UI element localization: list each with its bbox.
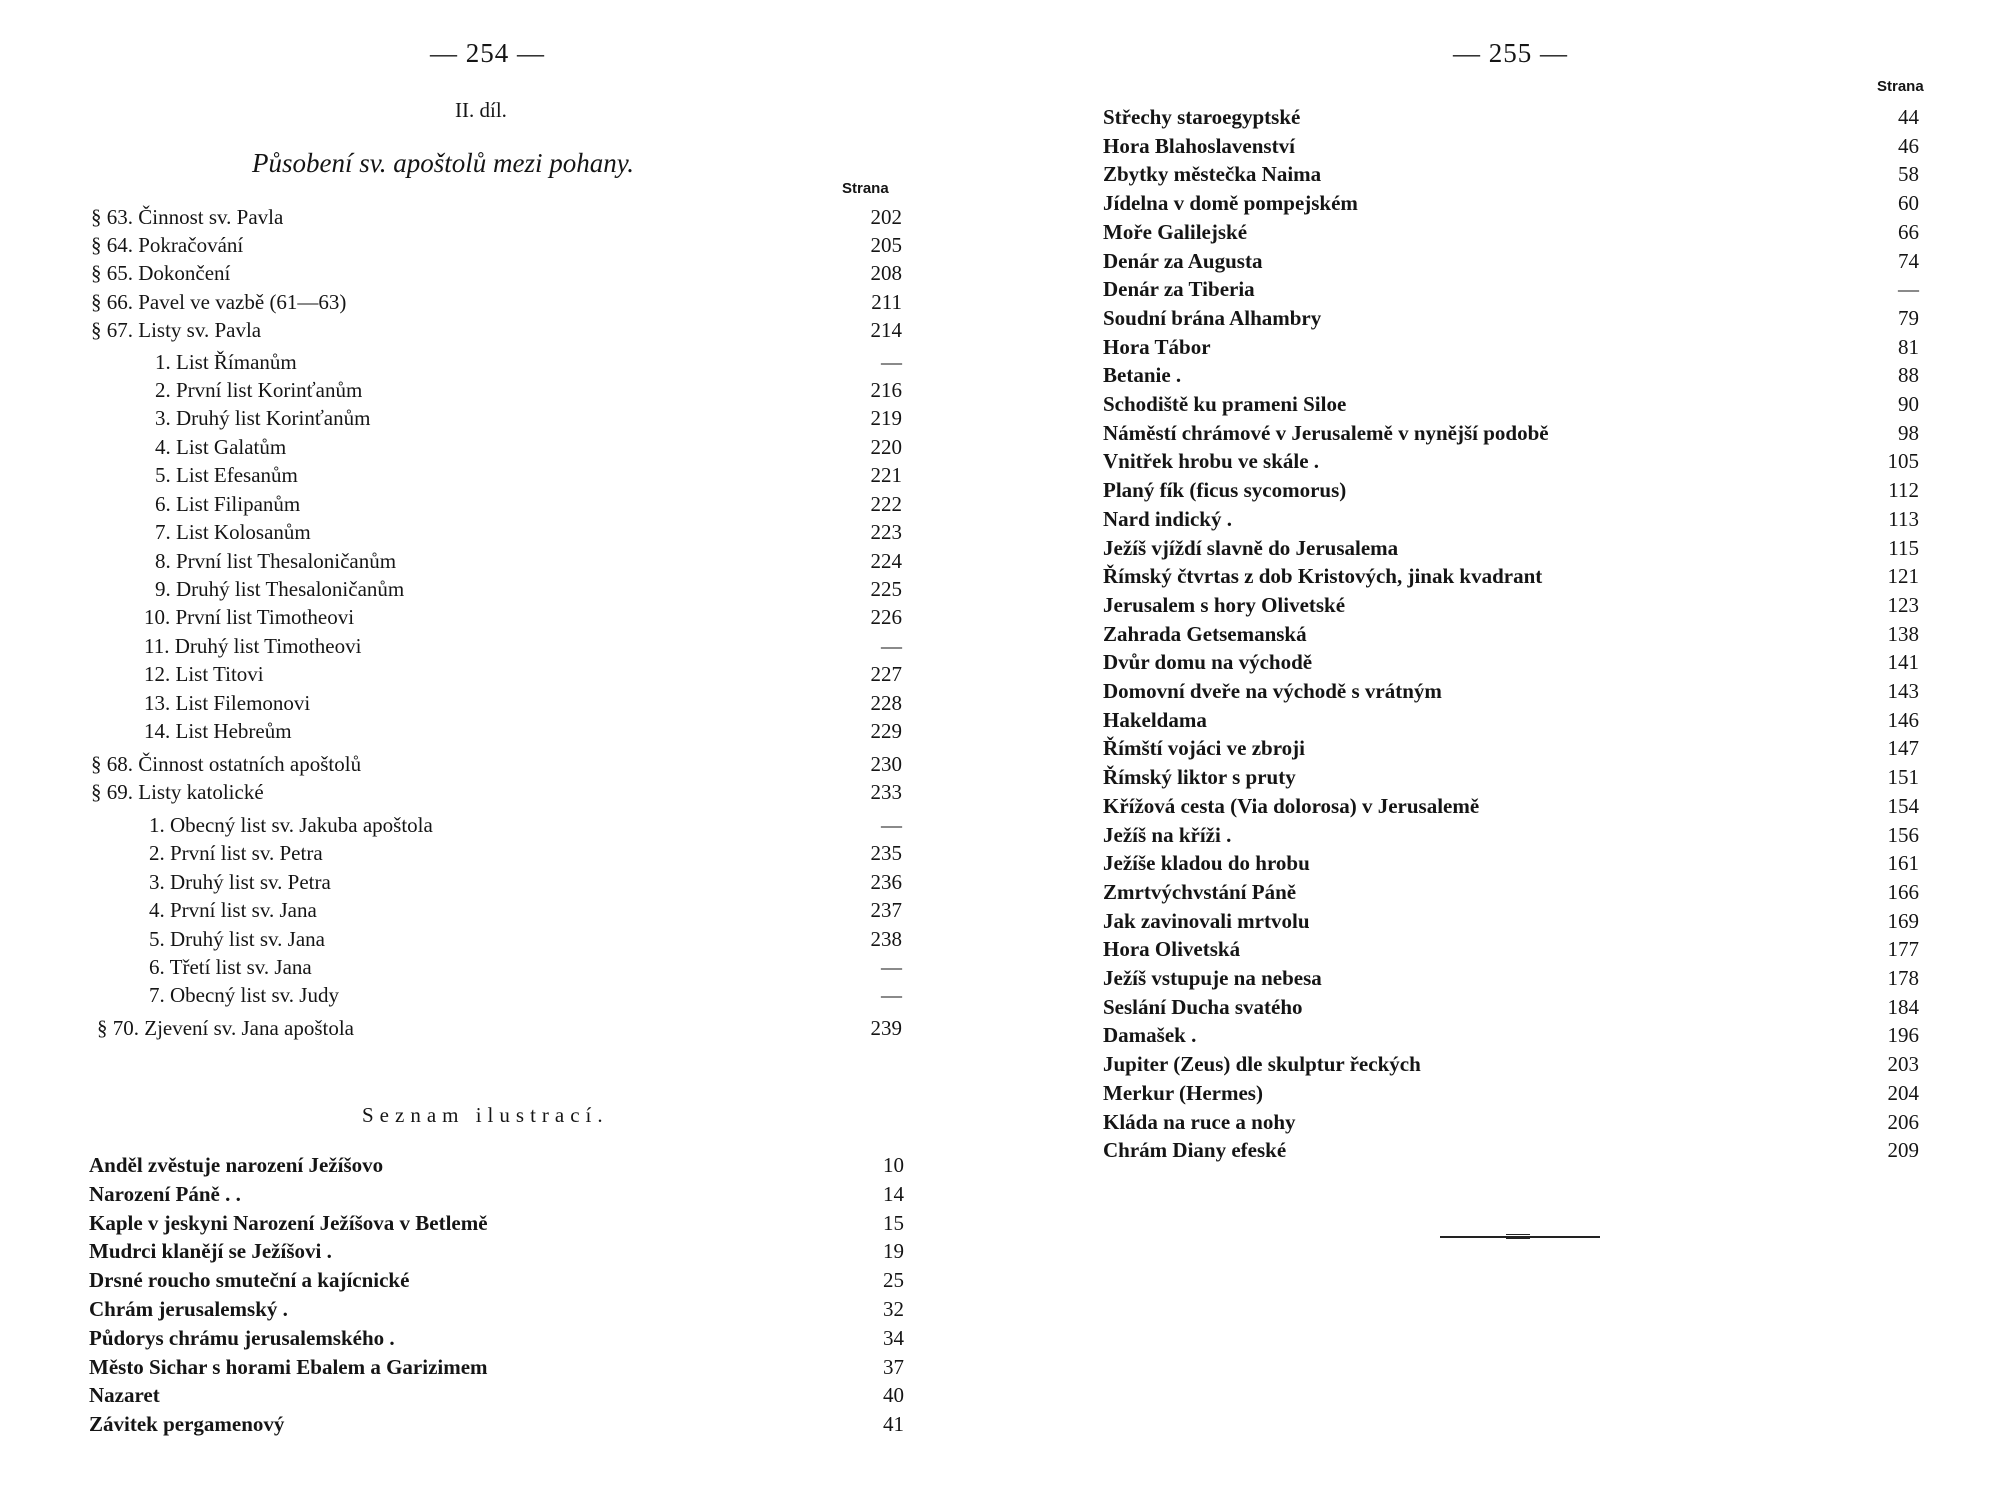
entry-title: Jak zavinovali mrtvolu <box>1103 908 1310 933</box>
entry-page-number: 14 <box>883 1181 904 1206</box>
illustration-entry <box>997 1108 1994 1136</box>
entry-page-number: 81 <box>1898 334 1919 359</box>
entry-title: Nard indický . <box>1103 506 1232 531</box>
entry-page-number: 225 <box>870 577 902 601</box>
toc-entry <box>0 717 997 745</box>
illustration-entry <box>997 1136 1994 1164</box>
illustration-entry <box>997 591 1994 619</box>
entry-title: Zbytky městečka Naima <box>1103 162 1322 187</box>
entry-page-number: 10 <box>883 1153 904 1177</box>
entry-page-number: 151 <box>1887 765 1919 790</box>
toc-entry <box>0 259 997 287</box>
entry-title: § 63. Činnost sv. Pavla <box>91 205 284 229</box>
illustration-entry <box>997 160 1994 188</box>
entry-page-number: 221 <box>870 463 902 487</box>
toc-entry <box>0 603 997 631</box>
illustration-entry <box>997 534 1994 562</box>
illustration-entry <box>997 648 1994 676</box>
entry-page-number: 40 <box>883 1383 904 1408</box>
entry-title: Anděl zvěstuje narození Ježíšovo <box>89 1153 384 1177</box>
illustration-entry <box>997 132 1994 160</box>
entry-title: Vnitřek hrobu ve skále . <box>1103 449 1320 474</box>
illustration-entry <box>997 333 1994 361</box>
entry-page-number: 146 <box>1887 707 1919 732</box>
illustration-entry <box>997 734 1994 762</box>
entry-page-number: 32 <box>883 1297 904 1321</box>
entry-title: Římský liktor s pruty <box>1103 765 1296 790</box>
entry-title: Denár za Tiberia <box>1103 277 1255 302</box>
entry-title: 6. List Filipanům <box>155 492 301 516</box>
illustration-entry <box>997 964 1994 992</box>
toc-entry <box>0 376 997 404</box>
entry-page-number: 161 <box>1887 851 1919 876</box>
section-title: Působení sv. apoštolů mezi pohany. <box>252 148 634 178</box>
entry-page-number: 220 <box>870 435 902 459</box>
entry-page-number: 177 <box>1887 937 1919 962</box>
entry-title: § 64. Pokračování <box>91 233 244 257</box>
entry-title: Hora Olivetská <box>1103 937 1241 962</box>
entry-page-number: 98 <box>1898 420 1919 445</box>
entry-page-number: 113 <box>1888 506 1919 531</box>
entry-page-number: 236 <box>870 870 902 894</box>
illustration-entry <box>0 1353 997 1381</box>
entry-title: 4. List Galatům <box>155 435 287 459</box>
page-number: — 255 — <box>1453 38 1568 68</box>
entry-page-number: 233 <box>870 780 902 804</box>
illustration-entry <box>0 1151 997 1179</box>
entry-page-number: 223 <box>870 520 902 544</box>
entry-title: Mudrci klanějí se Ježíšovi . <box>89 1239 332 1264</box>
entry-page-number: — <box>881 634 902 658</box>
toc-entry <box>0 778 997 806</box>
entry-page-number: — <box>1898 277 1919 302</box>
illustration-entry <box>997 275 1994 303</box>
strana-column-label: Strana <box>842 180 889 197</box>
entry-title: Hora Tábor <box>1103 334 1211 359</box>
illustration-entry <box>997 993 1994 1021</box>
entry-title: Hora Blahoslavenství <box>1103 133 1295 158</box>
illustration-entry <box>0 1237 997 1265</box>
entry-page-number: 143 <box>1887 679 1919 703</box>
entry-title: Damašek . <box>1103 1023 1197 1048</box>
entry-title: 7. Obecný list sv. Judy <box>149 983 339 1007</box>
entry-title: Římští vojáci ve zbroji <box>1103 736 1305 761</box>
entry-page-number: 138 <box>1887 621 1919 646</box>
entry-title: Nazaret <box>89 1383 160 1408</box>
entry-page-number: 123 <box>1887 592 1919 617</box>
entry-title: Ježíš vjíždí slavně do Jerusalema <box>1103 535 1399 560</box>
illustration-entry <box>997 677 1994 705</box>
toc-entry <box>0 404 997 432</box>
entry-page-number: 169 <box>1887 908 1919 933</box>
entry-title: Půdorys chrámu jerusalemského . <box>89 1325 395 1350</box>
entry-page-number: 237 <box>870 898 902 922</box>
toc-entry <box>0 461 997 489</box>
toc-entry <box>0 689 997 717</box>
entry-page-number: 214 <box>870 318 902 342</box>
entry-title: 7. List Kolosanům <box>155 520 311 544</box>
entry-title: 5. Druhý list sv. Jana <box>149 927 325 951</box>
entry-page-number: — <box>881 983 902 1007</box>
entry-page-number: 37 <box>883 1354 904 1379</box>
entry-title: § 67. Listy sv. Pavla <box>91 318 262 342</box>
entry-title: Zmrtvýchvstání Páně <box>1103 879 1297 904</box>
entry-page-number: 44 <box>1898 105 1919 129</box>
entry-title: 2. První list sv. Petra <box>149 841 323 865</box>
entry-page-number: 60 <box>1898 191 1919 216</box>
entry-title: 9. Druhý list Thesaloničanům <box>155 577 405 601</box>
illustration-entry <box>0 1295 997 1323</box>
entry-page-number: 74 <box>1898 248 1919 273</box>
entry-title: 3. Druhý list Korinťanům <box>155 406 371 430</box>
entry-title: 1. Obecný list sv. Jakuba apoštola <box>149 813 433 837</box>
entry-title: Křížová cesta (Via dolorosa) v Jerusalemě <box>1103 793 1480 818</box>
end-ornament-rule <box>1440 1236 1600 1238</box>
page-number: — 254 — <box>430 38 545 68</box>
entry-page-number: 184 <box>1887 994 1919 1019</box>
toc-entry <box>0 839 997 867</box>
entry-title: Dvůr domu na východě <box>1103 650 1313 675</box>
entry-title: Schodiště ku prameni Siloe <box>1103 392 1347 416</box>
toc-entry <box>0 231 997 259</box>
entry-title: Střechy staroegyptské <box>1103 105 1301 129</box>
entry-page-number: — <box>881 955 902 979</box>
illustration-entry <box>0 1209 997 1237</box>
entry-title: Soudní brána Alhambry <box>1103 305 1322 330</box>
illustration-entry <box>997 447 1994 475</box>
entry-page-number: 222 <box>870 492 902 516</box>
entry-page-number: 156 <box>1887 822 1919 847</box>
toc-entry <box>0 811 997 839</box>
entry-title: Zahrada Getsemanská <box>1103 621 1307 646</box>
illustration-entry <box>997 1021 1994 1049</box>
entry-page-number: 66 <box>1898 219 1919 244</box>
entry-page-number: 112 <box>1888 478 1919 503</box>
entry-title: Římský čtvrtas z dob Kristových, jinak kvadrant <box>1103 564 1543 589</box>
entry-page-number: 25 <box>883 1268 904 1293</box>
entry-page-number: 15 <box>883 1210 904 1235</box>
illustration-entry <box>997 562 1994 590</box>
entry-page-number: 226 <box>870 605 902 629</box>
entry-page-number: 238 <box>870 927 902 951</box>
entry-page-number: 58 <box>1898 162 1919 187</box>
toc-entry <box>0 953 997 981</box>
entry-page-number: 230 <box>870 752 902 776</box>
entry-page-number: 235 <box>870 841 902 865</box>
entry-page-number: 209 <box>1887 1138 1919 1163</box>
entry-title: Závitek pergamenový <box>89 1412 285 1437</box>
entry-title: § 68. Činnost ostatních apoštolů <box>91 752 362 776</box>
part-title: II. díl. <box>455 98 507 122</box>
entry-page-number: 141 <box>1887 650 1919 675</box>
entry-title: 6. Třetí list sv. Jana <box>149 955 312 979</box>
entry-page-number: 227 <box>870 662 902 686</box>
toc-entry <box>0 632 997 660</box>
entry-title: Jídelna v domě pompejském <box>1103 191 1358 216</box>
entry-title: 14. List Hebreům <box>144 719 292 743</box>
illustration-entry <box>997 304 1994 332</box>
entry-title: Seslání Ducha svatého <box>1103 994 1303 1019</box>
entry-page-number: 229 <box>870 719 902 743</box>
toc-entry <box>0 660 997 688</box>
illustration-entry <box>997 849 1994 877</box>
illustration-entry <box>997 390 1994 418</box>
toc-entry <box>0 750 997 778</box>
entry-page-number: 224 <box>870 549 902 573</box>
illustration-entry <box>997 476 1994 504</box>
entry-title: 11. Druhý list Timotheovi <box>144 634 362 658</box>
entry-page-number: 121 <box>1887 564 1919 589</box>
entry-page-number: 41 <box>883 1412 904 1437</box>
entry-title: Kaple v jeskyni Narození Ježíšova v Betlemě <box>89 1210 488 1235</box>
entry-title: § 69. Listy katolické <box>91 780 264 804</box>
entry-title: Domovní dveře na východě s vrátným <box>1103 679 1442 703</box>
toc-entry <box>0 316 997 344</box>
illustration-entry <box>997 189 1994 217</box>
toc-entry <box>0 433 997 461</box>
toc-entry <box>0 203 997 231</box>
illustration-entry <box>997 792 1994 820</box>
illustration-entry <box>0 1180 997 1208</box>
entry-title: Merkur (Hermes) <box>1103 1080 1263 1105</box>
entry-title: Hakeldama <box>1103 707 1207 732</box>
entry-title: Narození Páně . . <box>89 1181 241 1206</box>
entry-page-number: 203 <box>1887 1052 1919 1077</box>
illustration-entry <box>997 1050 1994 1078</box>
illustration-entry <box>0 1410 997 1438</box>
entry-page-number: 204 <box>1887 1080 1919 1105</box>
entry-page-number: 178 <box>1887 966 1919 990</box>
illustration-entry <box>997 706 1994 734</box>
illustration-entry <box>997 103 1994 131</box>
toc-entry <box>0 490 997 518</box>
entry-title: 4. První list sv. Jana <box>149 898 317 922</box>
illustration-entry <box>0 1381 997 1409</box>
entry-title: Betanie . <box>1103 363 1182 388</box>
illustration-entry <box>997 247 1994 275</box>
toc-entry <box>0 518 997 546</box>
entry-title: 8. První list Thesaloničanům <box>155 549 397 573</box>
illustration-entry <box>997 419 1994 447</box>
entry-title: Náměstí chrámové v Jerusalemě v nynější podobě <box>1103 420 1549 445</box>
entry-title: Chrám jerusalemský . <box>89 1297 288 1321</box>
entry-title: Jupiter (Zeus) dle skulptur řeckých <box>1103 1052 1421 1077</box>
strana-column-label: Strana <box>1877 78 1924 95</box>
entry-page-number: 79 <box>1898 305 1919 330</box>
illustration-entry <box>997 821 1994 849</box>
illustration-entry <box>997 935 1994 963</box>
entry-title: Ježíš vstupuje na nebesa <box>1103 966 1322 990</box>
illustration-entry <box>997 763 1994 791</box>
toc-entry <box>0 288 997 316</box>
entry-title: 1. List Římanům <box>155 350 297 374</box>
entry-title: 10. První list Timotheovi <box>144 605 355 629</box>
entry-page-number: 205 <box>870 233 902 257</box>
toc-entry <box>0 981 997 1009</box>
entry-page-number: 208 <box>870 261 902 285</box>
entry-page-number: 115 <box>1888 535 1919 560</box>
toc-entry <box>0 547 997 575</box>
entry-title: 12. List Titovi <box>144 662 264 686</box>
entry-page-number: 228 <box>870 691 902 715</box>
entry-title: Ježíš na kříži . <box>1103 822 1232 847</box>
entry-title: Moře Galilejské <box>1103 219 1248 244</box>
toc-entry <box>0 1014 997 1042</box>
entry-page-number: 88 <box>1898 363 1919 388</box>
illustration-entry <box>997 361 1994 389</box>
entry-page-number: 154 <box>1887 793 1919 818</box>
entry-page-number: 216 <box>870 378 902 402</box>
entry-page-number: 105 <box>1887 449 1919 474</box>
entry-page-number: 46 <box>1898 133 1919 158</box>
illustration-entry <box>997 1079 1994 1107</box>
entry-title: Planý fík (ficus sycomorus) <box>1103 478 1347 503</box>
entry-page-number: 202 <box>870 205 902 229</box>
entry-page-number: 166 <box>1887 879 1919 904</box>
entry-page-number: 90 <box>1898 392 1919 416</box>
entry-page-number: — <box>881 813 902 837</box>
entry-title: § 65. Dokončení <box>91 261 231 285</box>
entry-page-number: 211 <box>871 290 902 314</box>
entry-title: Denár za Augusta <box>1103 248 1263 273</box>
entry-title: Kláda na ruce a nohy <box>1103 1109 1296 1134</box>
entry-title: Jerusalem s hory Olivetské <box>1103 592 1346 617</box>
entry-title: Město Sichar s horami Ebalem a Garizimem <box>89 1354 488 1379</box>
toc-entry <box>0 868 997 896</box>
illustration-entry <box>997 218 1994 246</box>
entry-page-number: — <box>881 350 902 374</box>
entry-page-number: 206 <box>1887 1109 1919 1134</box>
illustration-entry <box>997 620 1994 648</box>
entry-title: 3. Druhý list sv. Petra <box>149 870 331 894</box>
illustration-entry <box>0 1324 997 1352</box>
entry-title: Drsné roucho smuteční a kajícnické <box>89 1268 410 1293</box>
entry-title: 2. První list Korinťanům <box>155 378 363 402</box>
entry-title: § 70. Zjevení sv. Jana apoštola <box>97 1016 354 1040</box>
entry-title: Ježíše kladou do hrobu <box>1103 851 1310 876</box>
entry-page-number: 147 <box>1887 736 1919 761</box>
entry-page-number: 34 <box>883 1325 904 1350</box>
entry-title: § 66. Pavel ve vazbě (61—63) <box>91 290 347 314</box>
illustration-entry <box>997 505 1994 533</box>
entry-title: 5. List Efesanům <box>155 463 298 487</box>
toc-entry <box>0 575 997 603</box>
illustration-entry <box>997 878 1994 906</box>
entry-page-number: 239 <box>870 1016 902 1040</box>
right-page <box>997 0 1994 1500</box>
entry-page-number: 219 <box>870 406 902 430</box>
entry-page-number: 19 <box>883 1239 904 1264</box>
toc-entry <box>0 925 997 953</box>
toc-entry <box>0 896 997 924</box>
entry-page-number: 196 <box>1887 1023 1919 1048</box>
illustrations-heading: Seznam ilustrací. <box>362 1103 609 1127</box>
illustration-entry <box>997 907 1994 935</box>
entry-title: 13. List Filemonovi <box>144 691 311 715</box>
toc-entry <box>0 348 997 376</box>
illustration-entry <box>0 1266 997 1294</box>
entry-title: Chrám Diany efeské <box>1103 1138 1287 1163</box>
